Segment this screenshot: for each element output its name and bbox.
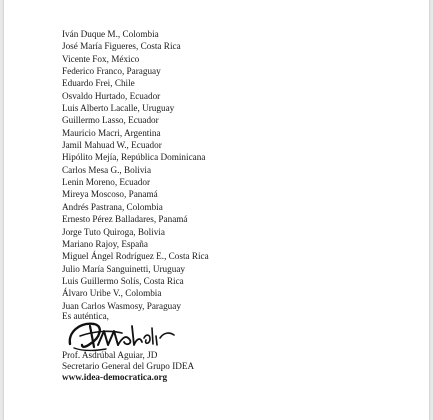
signatory-item: José María Figueres, Costa Rica (62, 41, 181, 52)
signatory-item: Mireya Moscoso, Panamá (62, 189, 158, 200)
signatory-item: Jamil Mahuad W., Ecuador (62, 140, 162, 151)
document-page (4, 0, 429, 420)
signer-name: Prof. Asdrúbal Aguiar, JD (62, 350, 158, 360)
signatory-item: Hipólito Mejía, República Dominicana (62, 152, 206, 163)
signatory-item: Álvaro Uribe V., Colombia (62, 288, 162, 299)
signatory-item: Carlos Mesa G., Bolivia (62, 164, 152, 175)
signatory-item: Iván Duque M., Colombia (62, 29, 159, 39)
signatory-item: Eduardo Frei, Chile (62, 78, 135, 89)
website-link[interactable]: www.idea-democratica.org (62, 372, 168, 382)
signatory-item: Luis Guillermo Solís, Costa Rica (62, 275, 184, 286)
signatory-item: Federico Franco, Paraguay (62, 66, 161, 77)
attestation-text: Es auténtica, (62, 311, 109, 321)
signatory-item: Mauricio Macri, Argentina (62, 127, 161, 138)
signer-block (62, 350, 194, 383)
signatory-item: Jorge Tuto Quiroga, Bolivia (62, 226, 165, 237)
signatory-item: Osvaldo Hurtado, Ecuador (62, 90, 161, 101)
signatories-list (62, 28, 209, 312)
signatory-item: Juan Carlos Wasmosy, Paraguay (62, 300, 181, 311)
signer-title: Secretario General del Grupo IDEA (62, 361, 195, 371)
signatory-item: Vicente Fox, México (62, 53, 140, 64)
signatory-item: Luis Alberto Lacalle, Uruguay (62, 103, 175, 114)
signatory-item: Lenin Moreno, Ecuador (62, 177, 151, 188)
signatory-item: Andrés Pastrana, Colombia (62, 201, 163, 212)
signatory-item: Guillermo Lasso, Ecuador (62, 115, 159, 126)
signatory-item: Mariano Rajoy, España (62, 238, 148, 249)
signatory-item: Julio María Sanguinetti, Uruguay (62, 263, 185, 274)
signatory-item: Miguel Ángel Rodríguez E., Costa Rica (62, 251, 209, 262)
signatory-item: Ernesto Pérez Balladares, Panamá (62, 214, 188, 225)
